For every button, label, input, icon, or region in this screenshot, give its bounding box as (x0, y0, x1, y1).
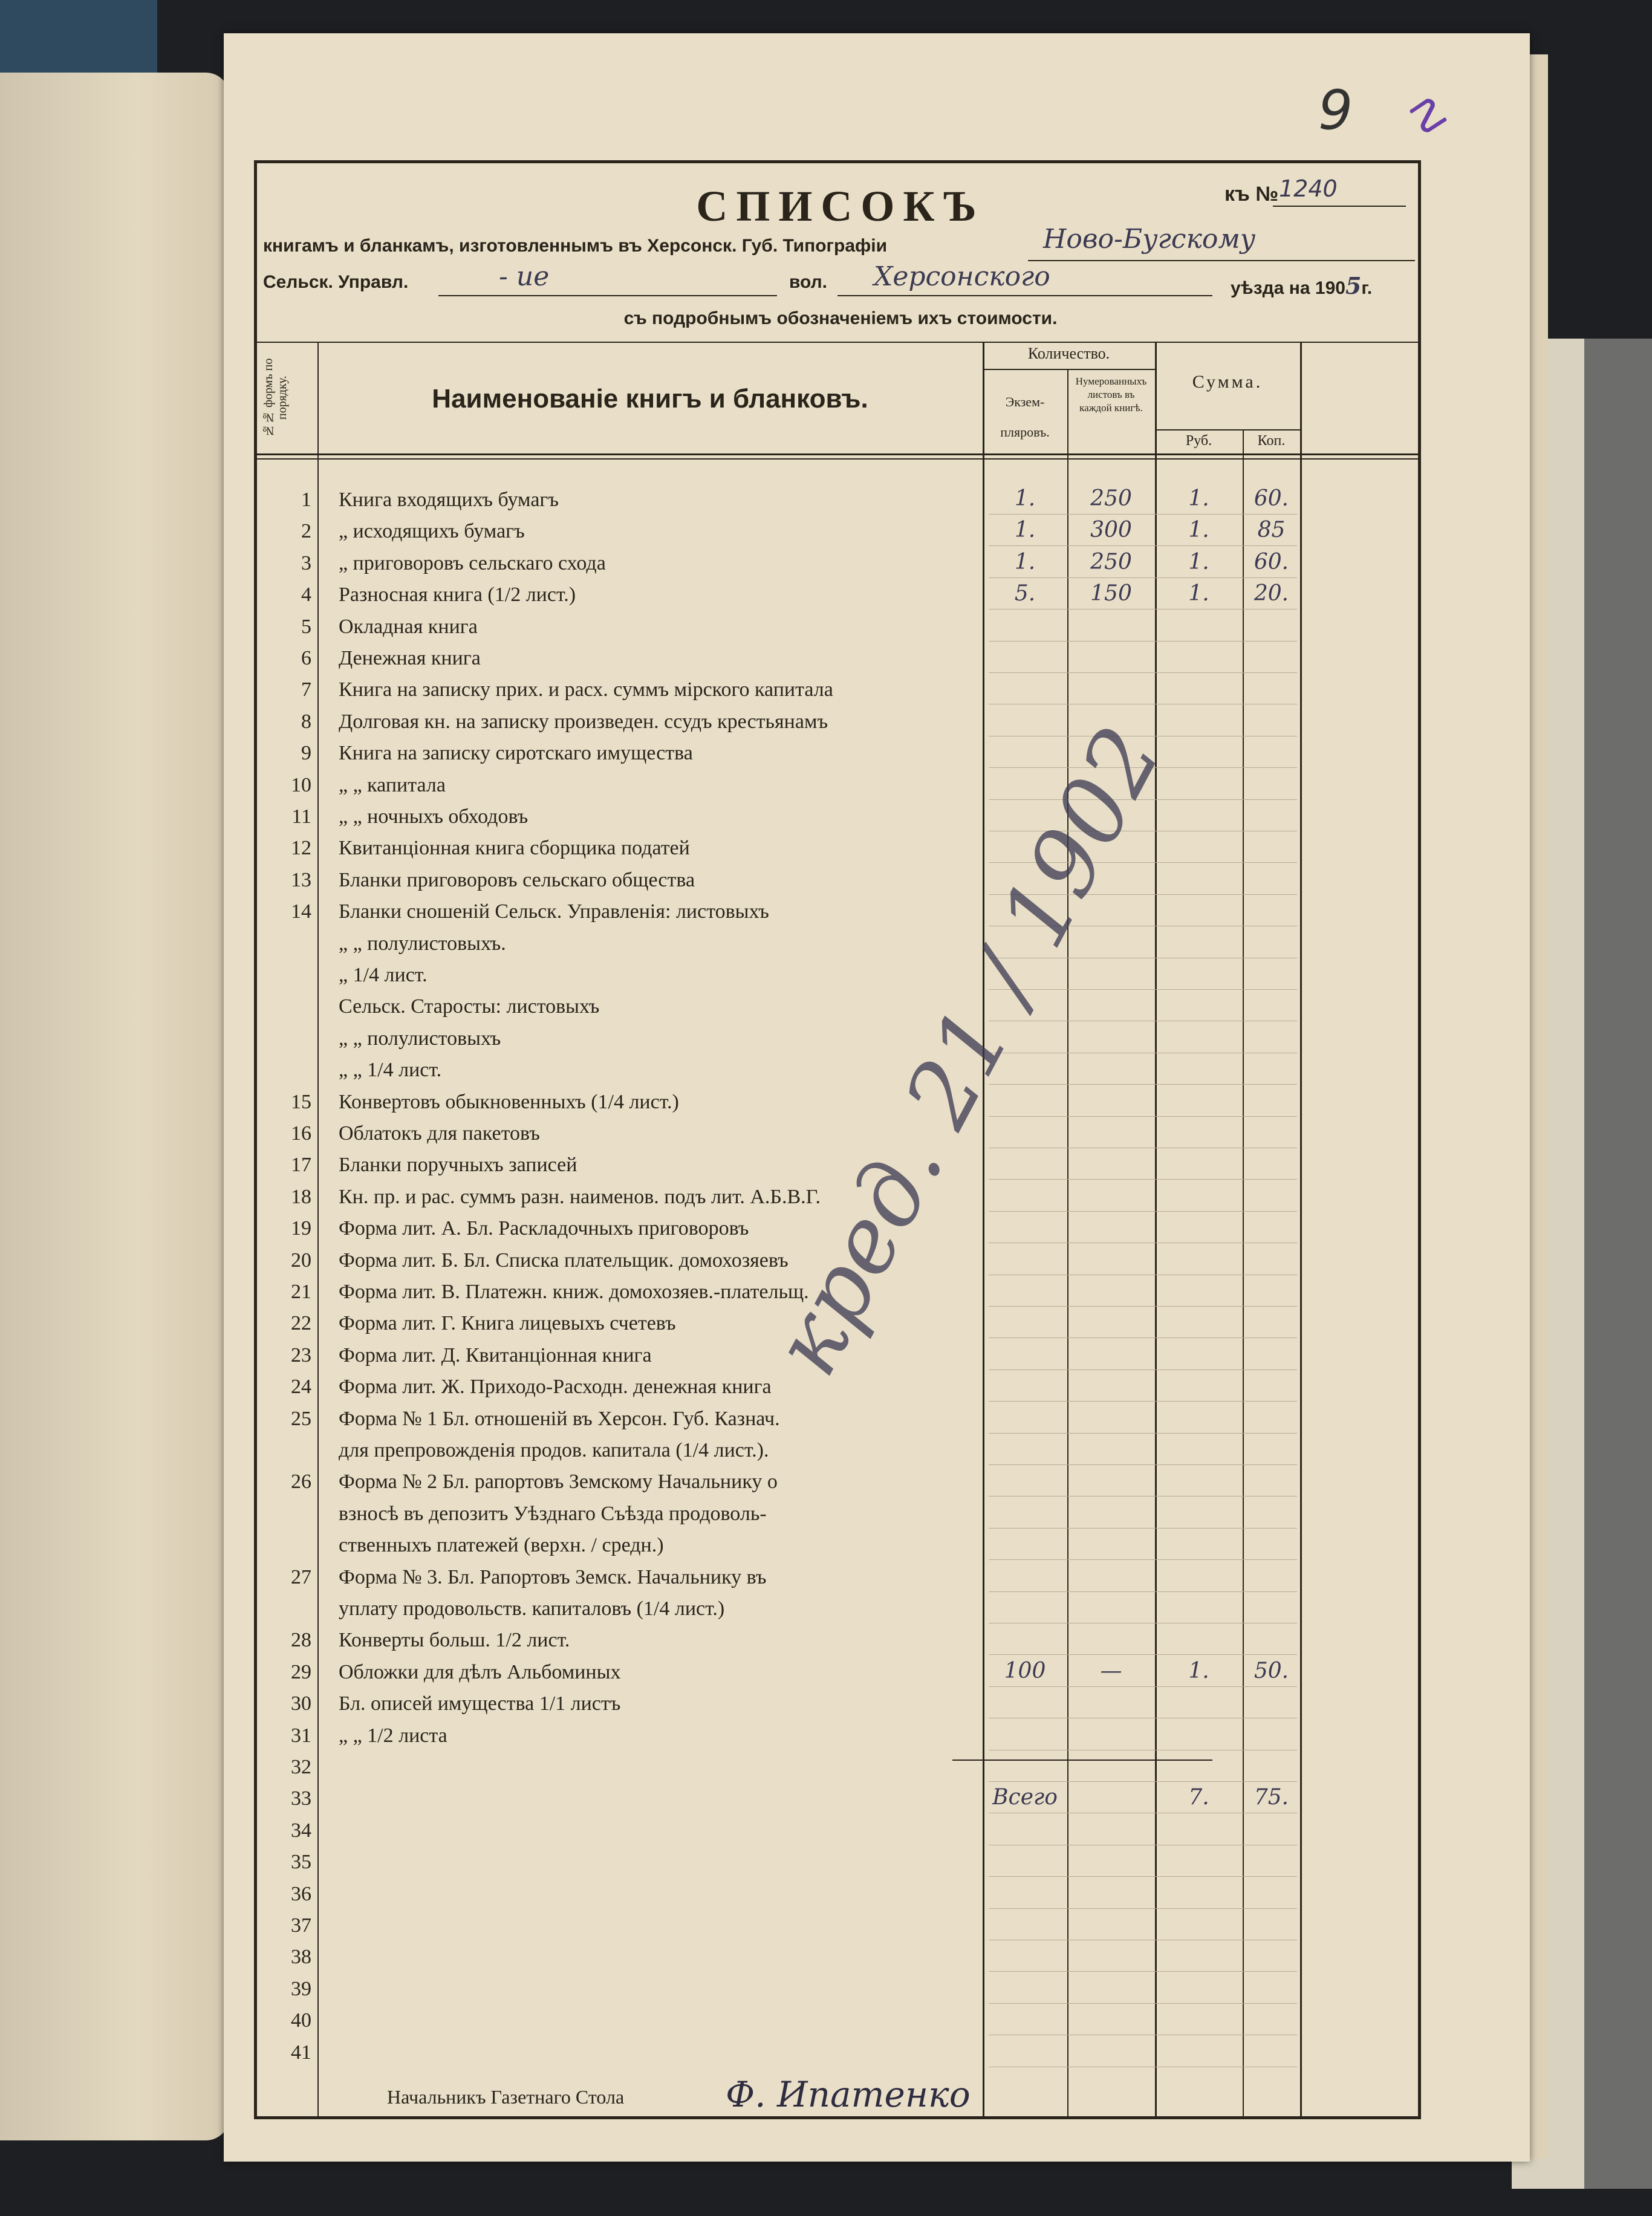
row-name: Бланки сношеній Сельск. Управленія: листовыхъ (339, 900, 769, 923)
row-name: Форма № 2 Бл. рапортовъ Земскому Начальнику о (339, 1470, 778, 1493)
row-name: Форма лит. В. Платежн. книж. домохозяев.-плательщ. (339, 1281, 809, 1303)
footer-label: Начальникъ Газетнаго Стола (387, 2086, 625, 2108)
row-n: 12 (291, 837, 311, 860)
binder-corner (0, 0, 157, 85)
table-row (257, 2036, 1424, 2068)
table-row (257, 1086, 1424, 1117)
row-sheets: 300 (1090, 518, 1132, 543)
table-row (257, 1624, 1424, 1656)
row-sheets: 250 (1090, 549, 1132, 574)
table-row (257, 515, 1424, 547)
row-n: 41 (291, 2041, 311, 2064)
row-kop: 60. (1254, 486, 1289, 511)
diagonal-handwritten-note: кред. 21 / 1902 (753, 710, 1182, 1392)
table-row (257, 547, 1424, 579)
row-copies: 1. (1014, 518, 1036, 543)
row-n: 30 (291, 1692, 311, 1715)
form-frame (254, 160, 1421, 2119)
row-name: Долговая кн. на записку произведен. ссудъ крестьянамъ (339, 710, 828, 733)
header-line-2-vol: вол. (789, 272, 828, 292)
row-sheets: 150 (1090, 581, 1132, 606)
table-row (257, 737, 1424, 768)
table-row (257, 959, 1424, 990)
row-n: 6 (301, 647, 311, 669)
table-row (257, 1529, 1424, 1561)
row-n: 40 (291, 2009, 311, 2032)
row-name: Конверты больш. 1/2 лист. (339, 1629, 570, 1652)
table-row (257, 928, 1424, 959)
row-name: Бланки поручныхъ записей (339, 1154, 577, 1177)
row-n: 8 (301, 710, 311, 733)
row-rub: 1. (1188, 1658, 1209, 1683)
row-n: 10 (291, 773, 311, 796)
row-n: 21 (291, 1281, 311, 1303)
row-n: 4 (301, 583, 311, 606)
table-row (257, 642, 1424, 674)
row-n: 22 (291, 1312, 311, 1335)
row-name: Книга на записку сиротскаго имущества (339, 742, 693, 765)
table-row (257, 1782, 1424, 1814)
row-rub: 1. (1188, 549, 1209, 574)
row-n: 32 (291, 1756, 311, 1778)
row-name: „ приговоровъ сельскаго схода (339, 551, 606, 574)
row-n: 20 (291, 1249, 311, 1272)
table-row (257, 1846, 1424, 1877)
row-name: Сельск. Старосты: листовыхъ (339, 995, 600, 1018)
column-copies-header: Экзем-пляровъ. (1000, 394, 1050, 440)
table-row (257, 706, 1424, 737)
table-row (257, 895, 1424, 927)
number-value: 1240 (1279, 175, 1338, 202)
table-row (257, 1466, 1424, 1497)
row-name: взносѣ въ депозитъ Уѣзднаго Съѣзда продоволь- (339, 1502, 767, 1525)
table-row (257, 1688, 1424, 1719)
row-sheets: — (1100, 1658, 1122, 1683)
table-row (257, 2004, 1424, 2036)
row-name: Форма лит. Д. Квитанціонная книга (339, 1344, 652, 1366)
table-row (257, 990, 1424, 1022)
table-row (257, 1751, 1424, 1782)
row-name: ственныхъ платежей (верхн. / средн.) (339, 1534, 664, 1557)
folio-number: 9 (1318, 79, 1353, 142)
row-n: 11 (291, 805, 311, 828)
row-rub: 1. (1188, 581, 1209, 606)
row-name: Книга на записку прих. и расх. суммъ мірского капитала (339, 678, 833, 701)
row-rub: 1. (1188, 486, 1209, 511)
row-n: 18 (291, 1185, 311, 1208)
row-n: 33 (291, 1787, 311, 1810)
row-n: 39 (291, 1977, 311, 2000)
header-line-2-prefix: Сельск. Управл. (263, 272, 409, 292)
row-n: 25 (291, 1407, 311, 1430)
row-n: 19 (291, 1217, 311, 1240)
row-name: Кн. пр. и рас. суммъ разн. наименов. подъ лит. А.Б.В.Г. (339, 1185, 821, 1208)
table-row (257, 832, 1424, 863)
header-line-3: съ подробнымъ обозначеніемъ ихъ стоимости. (623, 308, 1058, 328)
row-n: 27 (291, 1565, 311, 1588)
table-row (257, 1117, 1424, 1149)
row-n: 16 (291, 1122, 311, 1145)
row-name: Бланки приговоровъ сельскаго общества (339, 868, 695, 891)
row-name: Форма лит. Ж. Приходо-Расходн. денежная книга (339, 1376, 772, 1399)
row-kop: 60. (1254, 549, 1289, 574)
row-n: 23 (291, 1344, 311, 1366)
document-title: СПИСОКЪ (696, 182, 985, 230)
table-row (257, 1941, 1424, 1972)
row-copies: 1. (1014, 486, 1036, 511)
row-name: Форма лит. Г. Книга лицевыхъ счетевъ (339, 1312, 676, 1335)
row-copies: 1. (1014, 549, 1036, 574)
footer-signature: Ф. Ипатенко (726, 2074, 971, 2115)
row-n: 26 (291, 1470, 311, 1493)
row-name: „ 1/4 лист. (339, 964, 428, 986)
row-n: 28 (291, 1629, 311, 1652)
row-n: 15 (291, 1090, 311, 1113)
stamp-mark-icon: ☡ (1401, 85, 1455, 147)
column-rub-header: Руб. (1185, 433, 1212, 449)
row-name: уплату продовольств. капиталовъ (1/4 лист.) (339, 1597, 725, 1620)
table-row (257, 1909, 1424, 1941)
adjacent-page (0, 73, 230, 2140)
row-rub: 1. (1188, 518, 1209, 543)
row-kop: 75. (1254, 1785, 1289, 1810)
table-row (257, 1403, 1424, 1434)
number-label: къ № (1224, 183, 1279, 206)
row-n: 7 (301, 678, 311, 701)
row-kop: 85 (1257, 518, 1286, 543)
row-name: Конвертовъ обыкновенныхъ (1/4 лист.) (339, 1090, 679, 1113)
row-kop: 20. (1254, 581, 1289, 606)
table-row (257, 1561, 1424, 1593)
table-row (257, 769, 1424, 801)
row-name: „ „ полулистовыхъ. (339, 932, 506, 955)
row-n: 9 (301, 742, 311, 765)
row-name: Разносная книга (1/2 лист.) (339, 583, 576, 606)
row-n: 38 (291, 1946, 311, 1969)
column-sheets-header: Нумерованныхъ листовъ въ каждой книгѣ. (1075, 375, 1147, 414)
row-n: 17 (291, 1154, 311, 1177)
row-name: Облатокъ для пакетовъ (339, 1122, 540, 1145)
header-hand-village: - ие (499, 261, 550, 292)
row-copies: 5. (1014, 581, 1036, 606)
table-row (257, 484, 1424, 515)
row-name: Бл. описей имущества 1/1 листъ (339, 1692, 621, 1715)
column-quantity-header: Количество. (1027, 345, 1110, 362)
table-row (257, 1656, 1424, 1688)
row-copies: 100 (1004, 1658, 1046, 1683)
column-kop-header: Коп. (1257, 433, 1286, 449)
row-name: Окладная книга (339, 615, 478, 638)
table-row (257, 1498, 1424, 1529)
row-sheets: 250 (1090, 486, 1132, 511)
header-hand-typography: Ново-Бугскому (1043, 224, 1256, 255)
row-name: Форма № 3. Бл. Рапортовъ Земск. Начальнику въ (339, 1565, 767, 1588)
row-n: 35 (291, 1851, 311, 1874)
row-name: „ „ 1/2 листа (339, 1724, 447, 1747)
row-n: 13 (291, 868, 311, 891)
table-row (257, 1022, 1424, 1054)
header-line-1: книгамъ и бланкамъ, изготовленнымъ въ Херсонск. Губ. Типографіи (263, 236, 888, 256)
header-line-2-suffix: уѣзда на 1905г. (1231, 272, 1373, 299)
column-number-header: №№ формъ по порядку. (262, 358, 289, 437)
row-n: 14 (291, 900, 311, 923)
row-n: 24 (291, 1376, 311, 1399)
row-n: 1 (301, 489, 311, 511)
row-name: „ „ капитала (339, 773, 446, 796)
row-name: „ „ полулистовыхъ (339, 1027, 501, 1050)
table-row (257, 611, 1424, 642)
row-name: Обложки для дѣлъ Альбоминых (339, 1660, 621, 1683)
table-row (257, 1815, 1424, 1846)
table-row (257, 1973, 1424, 2004)
row-name: Денежная книга (339, 647, 481, 669)
table-row (257, 1593, 1424, 1624)
row-name: для препровожденія продов. капитала (1/4 лист.). (339, 1439, 769, 1461)
row-n: 2 (301, 520, 311, 543)
row-name: „ „ ночныхъ обходовъ (339, 805, 528, 828)
row-name: „ „ 1/4 лист. (339, 1059, 442, 1082)
table-row (257, 1878, 1424, 1909)
row-name: Форма № 1 Бл. отношеній въ Херсон. Губ. Казнач. (339, 1407, 780, 1430)
row-rub: 7. (1188, 1785, 1209, 1810)
table-row (257, 1720, 1424, 1751)
row-name: Квитанціонная книга сборщика податей (339, 837, 690, 860)
table-row (257, 579, 1424, 610)
row-name: Форма лит. Б. Бл. Списка плательщик. домохозяевъ (339, 1249, 789, 1272)
table-row (257, 801, 1424, 832)
row-n: 29 (291, 1660, 311, 1683)
column-sum-header: Сумма. (1192, 372, 1263, 392)
table-row (257, 674, 1424, 705)
row-name: Форма лит. А. Бл. Раскладочныхъ приговоровъ (339, 1217, 749, 1240)
row-n: 5 (301, 615, 311, 638)
column-name-header: Наименованіе книгъ и бланковъ. (432, 384, 868, 414)
row-n: 36 (291, 1882, 311, 1905)
row-n: 3 (301, 551, 311, 574)
table-row (257, 864, 1424, 895)
table-row (257, 1434, 1424, 1466)
row-n: 31 (291, 1724, 311, 1747)
row-n: 37 (291, 1914, 311, 1937)
row-kop: 50. (1254, 1658, 1289, 1683)
table-row (257, 1054, 1424, 1085)
row-name: Книга входящихъ бумагъ (339, 489, 559, 511)
header-hand-district: Херсонского (874, 261, 1050, 292)
row-name: „ исходящихъ бумагъ (339, 520, 525, 543)
row-copies: Всего (992, 1785, 1058, 1810)
row-n: 34 (291, 1819, 311, 1842)
